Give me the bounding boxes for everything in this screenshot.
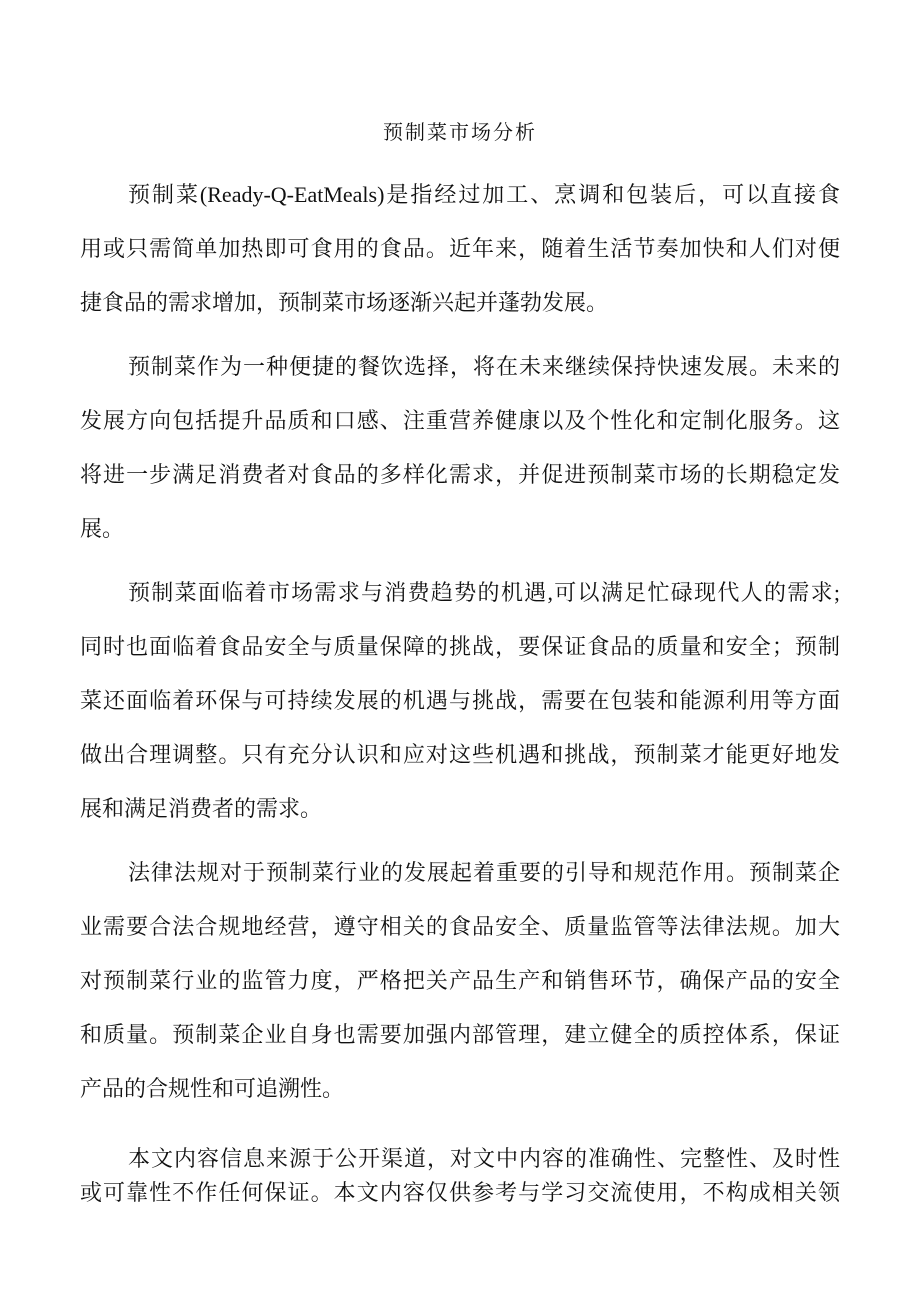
paragraph-line: 预制菜(Ready-Q-EatMeals)是指经过加工、烹调和包装后，可以直接食 bbox=[128, 182, 840, 207]
paragraph-4 bbox=[80, 846, 840, 1116]
paragraph-line: 做出合理调整。只有充分认识和应对这些机遇和挑战，预制菜才能更好地发 bbox=[80, 742, 840, 767]
paragraph-line: 展。 bbox=[80, 516, 125, 541]
paragraph-2 bbox=[80, 340, 840, 556]
paragraph-line: 业需要合法合规地经营，遵守相关的食品安全、质量监管等法律法规。加大 bbox=[80, 914, 840, 939]
paragraph-3 bbox=[80, 566, 840, 836]
page-title: 预制菜市场分析 bbox=[383, 122, 537, 144]
paragraph-line: 预制菜作为一种便捷的餐饮选择，将在未来继续保持快速发展。未来的 bbox=[128, 354, 840, 379]
paragraph-line: 和质量。预制菜企业自身也需要加强内部管理，建立健全的质控体系，保证 bbox=[80, 1022, 840, 1047]
paragraph-1 bbox=[80, 168, 840, 330]
paragraph-line: 同时也面临着食品安全与质量保障的挑战，要保证食品的质量和安全；预制 bbox=[80, 634, 840, 659]
paragraph-line: 菜还面临着环保与可持续发展的机遇与挑战，需要在包装和能源利用等方面 bbox=[80, 688, 840, 713]
paragraph-line: 法律法规对于预制菜行业的发展起着重要的引导和规范作用。预制菜企 bbox=[128, 860, 840, 885]
paragraph-line: 产品的合规性和可追溯性。 bbox=[80, 1076, 345, 1101]
disclaimer-paragraph bbox=[80, 1142, 840, 1210]
paragraph-line: 展和满足消费者的需求。 bbox=[80, 796, 323, 821]
paragraph-line: 捷食品的需求增加，预制菜市场逐渐兴起并蓬勃发展。 bbox=[80, 290, 609, 315]
paragraph-line: 将进一步满足消费者对食品的多样化需求，并促进预制菜市场的长期稳定发 bbox=[80, 462, 840, 487]
paragraph-line: 用或只需简单加热即可食用的食品。近年来，随着生活节奏加快和人们对便 bbox=[80, 236, 840, 261]
document-body bbox=[80, 168, 840, 1220]
disclaimer-line: 或可靠性不作任何保证。本文内容仅供参考与学习交流使用，不构成相关领 bbox=[80, 1180, 840, 1205]
paragraph-line: 预制菜面临着市场需求与消费趋势的机遇,可以满足忙碌现代人的需求; bbox=[128, 580, 840, 605]
disclaimer-line: 本文内容信息来源于公开渠道，对文中内容的准确性、完整性、及时性 bbox=[128, 1146, 840, 1171]
paragraph-line: 发展方向包括提升品质和口感、注重营养健康以及个性化和定制化服务。这 bbox=[80, 408, 840, 433]
paragraph-line: 对预制菜行业的监管力度，严格把关产品生产和销售环节，确保产品的安全 bbox=[80, 968, 840, 993]
